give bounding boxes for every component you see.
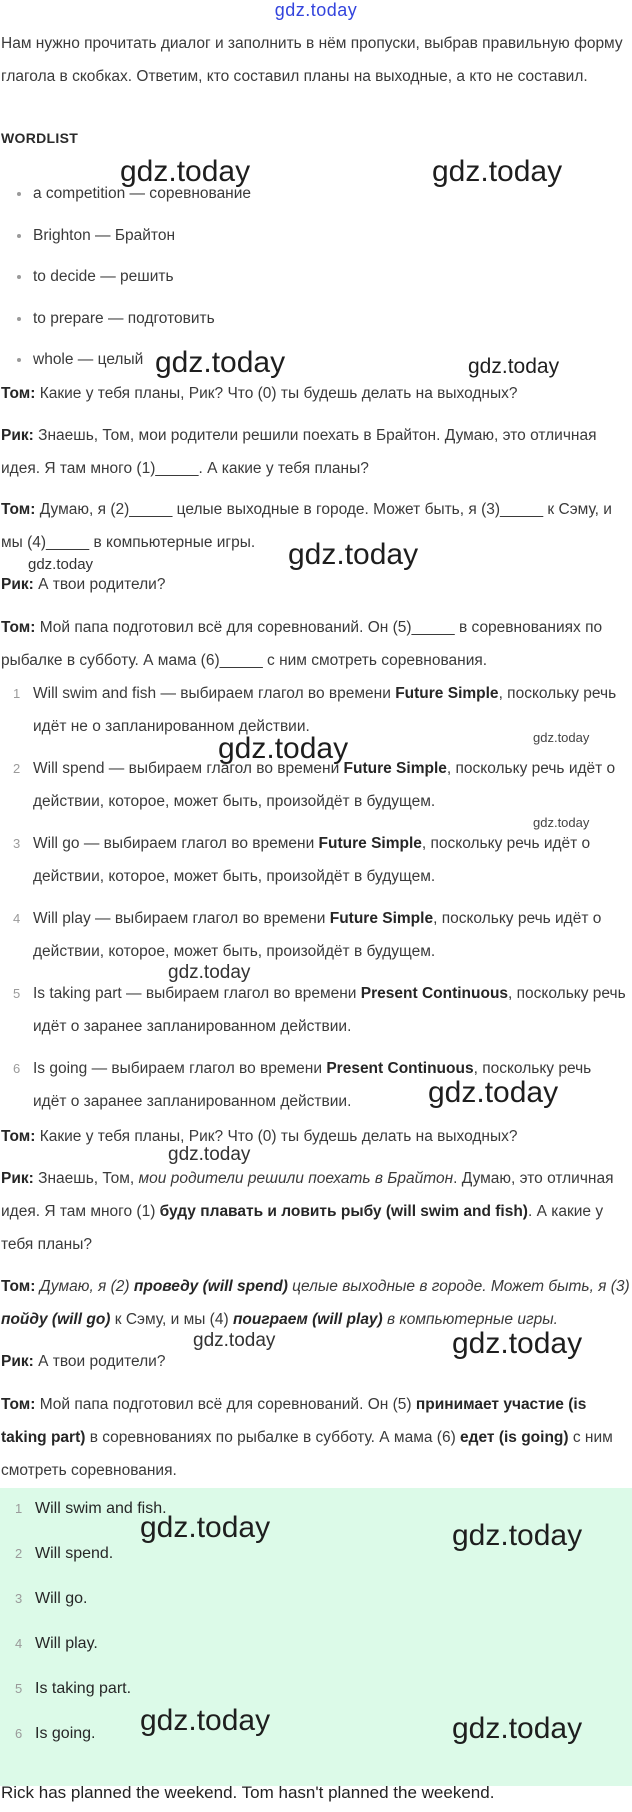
watermark: gdz.today xyxy=(452,1712,583,1745)
item-number: 4 xyxy=(13,911,21,926)
explanation-text: Is taking part — выбираем глагол во времени xyxy=(33,985,361,1002)
explanation-text: , поскольку речь идёт о заранее запланированном действии. xyxy=(33,1060,592,1110)
dialog-text: Какие у тебя планы, Рик? Что (0) ты будешь делать на выходных? xyxy=(39,385,518,402)
wordlist-heading: WORDLIST xyxy=(1,130,79,146)
explanation-text: , поскольку речь идёт о действии, которое, может быть, произойдёт в будущем. xyxy=(33,910,602,960)
watermark: gdz.today xyxy=(218,732,349,765)
answer-text: Is going. xyxy=(35,1725,96,1742)
item-number: 2 xyxy=(15,1546,23,1561)
tense-name: Future Simple xyxy=(329,910,434,927)
explanation-text: , поскольку речь идёт не о запланированном действии. xyxy=(33,685,617,735)
item-number: 6 xyxy=(13,1061,21,1076)
dialog-text: целые выходные в городе. Может быть, я (3) xyxy=(287,1278,630,1295)
explanation-item xyxy=(0,902,632,968)
item-number: 1 xyxy=(15,1501,23,1516)
explanation-text: Will spend — выбираем глагол во времени xyxy=(33,760,344,777)
wordlist-item: to decide — решить xyxy=(0,260,632,302)
watermark: gdz.today xyxy=(468,355,560,378)
watermark: gdz.today xyxy=(168,962,251,983)
tense-name: Future Simple xyxy=(343,760,447,777)
explanation-text: , поскольку речь идёт о действии, которое, может быть, произойдёт в будущем. xyxy=(33,835,591,885)
watermark: gdz.today xyxy=(452,1327,583,1360)
speaker-label: Рик: xyxy=(1,1170,34,1187)
explanation-text: Will swim and fish — выбираем глагол во времени xyxy=(33,685,396,702)
watermark: gdz.today xyxy=(428,1076,559,1109)
filled-line-tom-3 xyxy=(1,1388,631,1487)
answer-text: Will go. xyxy=(35,1590,88,1607)
speaker-label: Рик: xyxy=(1,1353,34,1370)
explanation-item xyxy=(0,827,632,893)
answer-phrase: пойду (will go) xyxy=(1,1311,111,1328)
watermark: gdz.today xyxy=(193,1330,276,1351)
tense-name: Future Simple xyxy=(395,685,499,702)
dialog-text: . А какие у тебя планы? xyxy=(1,1203,604,1253)
answer-item xyxy=(0,1672,632,1717)
watermark: gdz.today xyxy=(120,155,251,188)
item-number: 3 xyxy=(13,836,21,851)
dialog-text: Знаешь, Том, xyxy=(38,1170,139,1187)
item-number: 2 xyxy=(13,761,21,776)
watermark: gdz.today xyxy=(533,815,590,830)
dialog-text: А твои родители? xyxy=(38,1353,166,1370)
item-number: 5 xyxy=(13,986,21,1001)
answer-phrase: буду плавать и ловить рыбу (will swim and fish) xyxy=(159,1203,528,1220)
item-number: 3 xyxy=(15,1591,23,1606)
item-number: 4 xyxy=(15,1636,23,1651)
watermark: gdz.today xyxy=(28,556,94,573)
answer-phrase: поиграем (will play) xyxy=(232,1311,383,1328)
dialog-line-tom-3 xyxy=(1,611,631,677)
explanation-text: Is going — выбираем глагол во времени xyxy=(33,1060,327,1077)
answer-text: Will play. xyxy=(35,1635,98,1652)
item-number: 6 xyxy=(15,1726,23,1741)
dialog-line-rick-2 xyxy=(1,568,631,601)
speaker-label: Том: xyxy=(1,1396,36,1413)
wordlist-item: whole — целый xyxy=(0,343,632,385)
item-number: 1 xyxy=(13,686,21,701)
tense-name: Future Simple xyxy=(318,835,422,852)
speaker-label: Том: xyxy=(1,1128,36,1145)
wordlist-item: Brighton — Брайтон xyxy=(0,219,632,261)
watermark: gdz.today xyxy=(140,1704,271,1737)
answer-text: Will swim and fish. xyxy=(35,1500,167,1517)
tense-name: Present Continuous xyxy=(326,1060,474,1077)
wordlist-item: a competition — соревнование xyxy=(0,177,632,219)
dialog-line-rick-1 xyxy=(1,419,631,485)
item-number: 5 xyxy=(15,1681,23,1696)
dialog-text: Мой папа подготовил всё для соревнований. Он (5) xyxy=(39,1396,416,1413)
wordlist-item: to prepare — подготовить xyxy=(0,302,632,344)
speaker-label: Том: xyxy=(1,501,36,518)
watermark: gdz.today xyxy=(155,346,286,379)
intro-text: Нам нужно прочитать диалог и заполнить в нём пропуски, выбрав правильную форму глагола в скобках. Ответим, кто составил планы на выходные, а кто не составил. xyxy=(1,35,623,85)
watermark: gdz.today xyxy=(432,155,563,188)
conclusion-text: Rick has planned the weekend. Tom hasn't planned the weekend. xyxy=(1,1783,495,1802)
answer-item xyxy=(0,1627,632,1672)
explanation-item xyxy=(0,977,632,1043)
speaker-label: Том: xyxy=(1,1278,36,1295)
dialog-text: к Сэму, и мы (4) xyxy=(110,1311,233,1328)
answer-text: Will spend. xyxy=(35,1545,114,1562)
speaker-label: Том: xyxy=(1,619,36,636)
answer-phrase: едет (is going) xyxy=(460,1429,569,1446)
answer-text: Is taking part. xyxy=(35,1680,132,1697)
dialog-text: в компьютерные игры. xyxy=(382,1311,558,1328)
dialog-text: Мой папа подготовил всё для соревнований. Он (5)_____ в соревнованиях по рыбалке в субботу. А мама (6)_____ с ним смотреть соревнования. xyxy=(1,619,603,669)
watermark: gdz.today xyxy=(168,1144,251,1165)
speaker-label: Рик: xyxy=(1,576,34,593)
dialog-text: в соревнованиях по рыбалке в субботу. А мама (6) xyxy=(85,1429,461,1446)
dialog-text: с ним смотреть соревнования. xyxy=(1,1429,613,1479)
filled-line-tom-1 xyxy=(1,1120,631,1153)
dialog-text: Думаю, я (2)_____ целые выходные в городе. Может быть, я (3)_____ к Сэму, и мы (4)_____ в компьютерные игры. xyxy=(1,501,612,551)
speaker-label: Том: xyxy=(1,385,36,402)
explanation-text: Will play — выбираем глагол во времени xyxy=(33,910,330,927)
explanation-text: Will go — выбираем глагол во времени xyxy=(33,835,319,852)
watermark: gdz.today xyxy=(533,730,590,745)
dialog-text: . Думаю, это отличная идея. Я там много (1) xyxy=(1,1170,614,1220)
dialog-line-tom-1 xyxy=(1,377,631,410)
explanation-text: , поскольку речь идёт о действии, которое, может быть, произойдёт в будущем. xyxy=(33,760,616,810)
wordlist xyxy=(0,177,632,385)
tense-name: Present Continuous xyxy=(360,985,509,1002)
watermark: gdz.today xyxy=(140,1511,271,1544)
dialog-text: А твои родители? xyxy=(38,576,166,593)
speaker-label: Рик: xyxy=(1,427,34,444)
dialog-text: Думаю, я (2) xyxy=(39,1278,134,1295)
italic-phrase: мои родители решили поехать в Брайтон xyxy=(138,1170,454,1187)
site-logo[interactable]: gdz.today xyxy=(274,0,358,20)
watermark: gdz.today xyxy=(452,1519,583,1552)
answer-phrase: проведу (will spend) xyxy=(133,1278,288,1295)
answer-phrase: принимает участие (is taking part) xyxy=(1,1396,587,1446)
explanation-text: , поскольку речь идёт о заранее запланированном действии. xyxy=(33,985,626,1035)
dialog-text: Какие у тебя планы, Рик? Что (0) ты будешь делать на выходных? xyxy=(39,1128,518,1145)
filled-line-rick-1 xyxy=(1,1162,631,1261)
watermark: gdz.today xyxy=(288,538,419,571)
dialog-text: Знаешь, Том, мои родители решили поехать в Брайтон. Думаю, это отличная идея. Я там много (1)_____. А какие у тебя планы? xyxy=(1,427,597,477)
answer-item xyxy=(0,1582,632,1627)
